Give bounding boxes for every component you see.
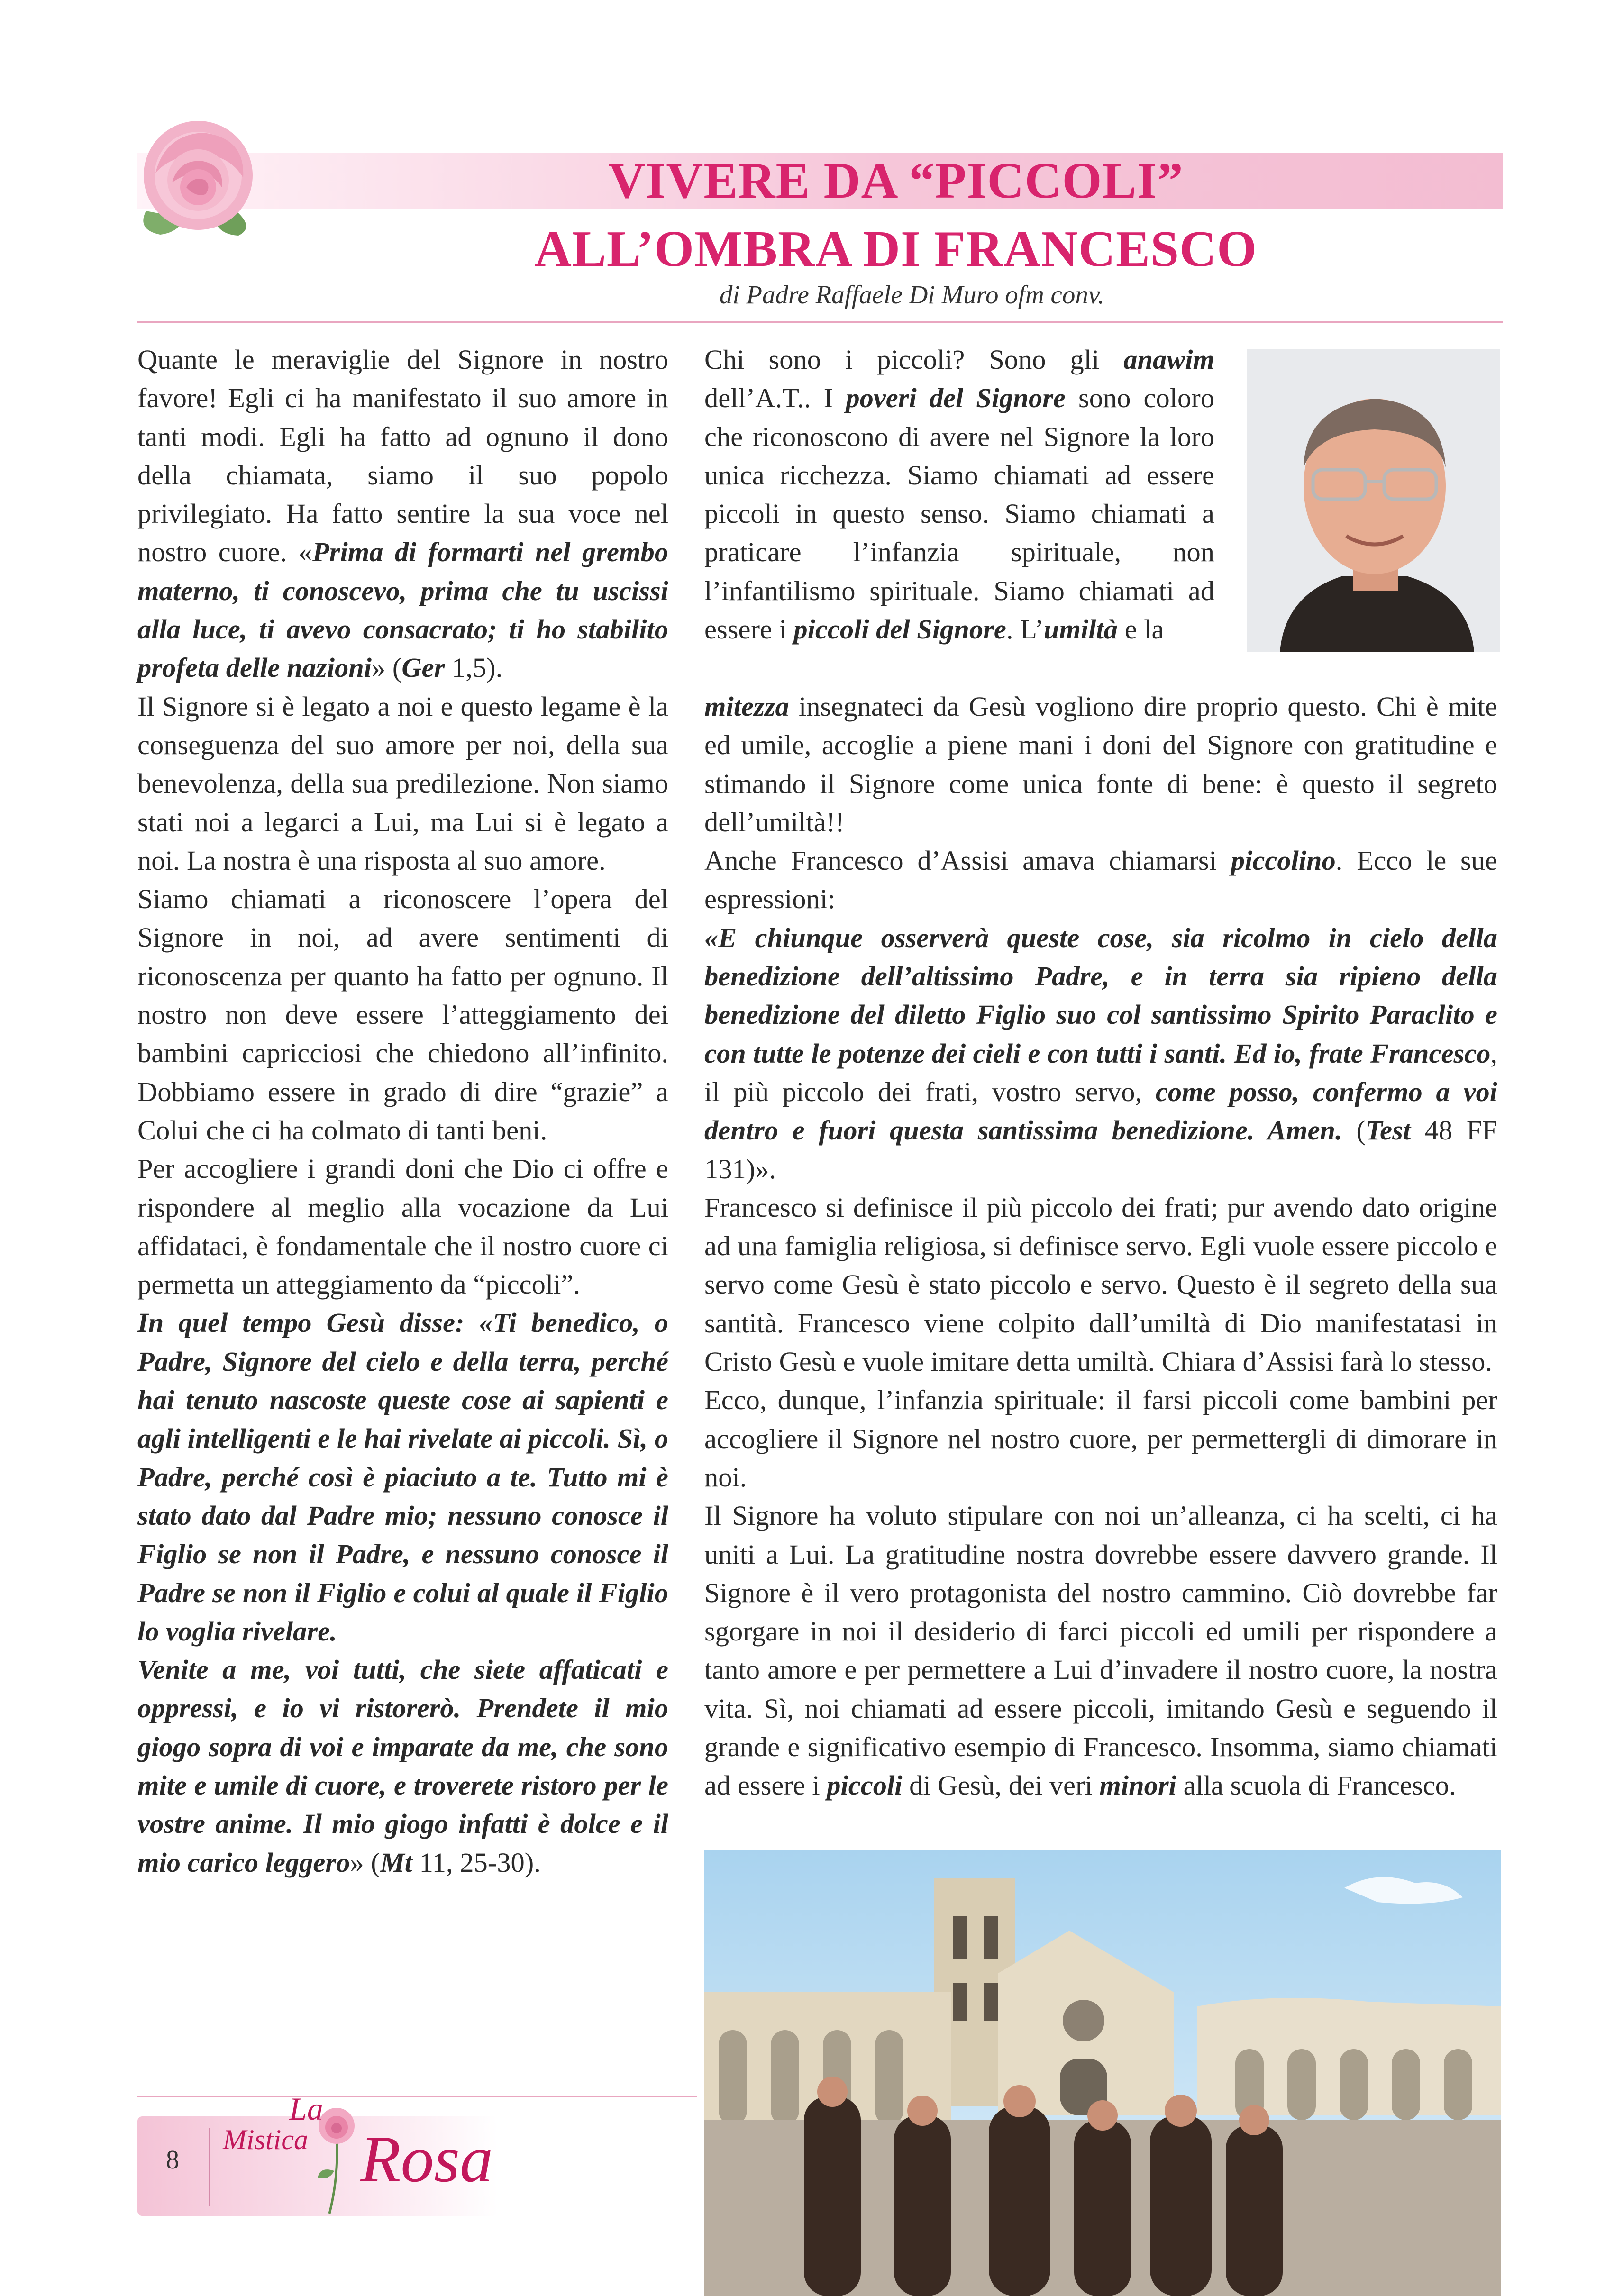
paragraph: Il Signore si è legato a noi e questo legame è la conseguenza del suo amore per noi, della sua benevolenza, della sua predilezione. Non siamo stati noi a legarci a Lui, ma Lui si è legato a noi. La nostra è una risposta al suo amore. bbox=[137, 691, 668, 876]
quote-text: E chiunque osserverà queste cose, sia ricolmo in cielo della benedizione dell’altissimo Padre, e in terra sia ripieno della benedizione del diletto Figlio suo col santissimo Spirito Paraclito e con tutte le potenze dei cieli e con tutti i santi. Ed io, frate Francesco bbox=[704, 922, 1497, 1069]
paragraph bbox=[704, 841, 1497, 919]
rose-icon bbox=[127, 116, 269, 239]
text-run: , il più piccolo dei frati, vostro servo, bbox=[704, 1038, 1497, 1107]
text-run: . Ecco le sue espressioni: bbox=[704, 845, 1497, 915]
text-run: Chi sono i piccoli? Sono gli bbox=[704, 344, 1124, 375]
text-run: 1,5). bbox=[445, 652, 503, 683]
article-title bbox=[303, 147, 1488, 283]
emphasis: umiltà bbox=[1044, 614, 1118, 645]
text-run: « bbox=[704, 922, 719, 953]
magazine-name-la: La bbox=[289, 2091, 323, 2127]
text-run: di Gesù, dei veri bbox=[902, 1770, 1100, 1801]
paragraph bbox=[704, 687, 1497, 841]
text-run: sono coloro che riconoscono di avere nel Signore la loro unica ricchezza. Siamo chiamati ad essere piccoli in questo senso. Siamo chiamati a praticare l’infanzia spirituale, non l’infantilismo spirituale. Siamo chiamati ad essere i bbox=[704, 383, 1214, 645]
paragraph bbox=[704, 1496, 1497, 1804]
paragraph bbox=[704, 919, 1497, 1188]
footer-divider bbox=[209, 2128, 210, 2206]
footer-rule bbox=[137, 2096, 697, 2097]
quote-text: come posso, confermo a voi dentro e fuori questa santissima benedizione. Amen. bbox=[704, 1076, 1498, 1146]
text-run: 11, 25-30). bbox=[412, 1847, 541, 1878]
header-rule bbox=[137, 321, 1503, 323]
text-run: dell’A.T.. I bbox=[704, 383, 846, 414]
text-run: ( bbox=[1342, 1115, 1366, 1146]
magazine-name-rosa: Rosa bbox=[360, 2123, 493, 2196]
citation-book: Test bbox=[1365, 1115, 1411, 1146]
text-run: Il Signore ha voluto stipulare con noi un’alleanza, ci ha scelti, ci ha uniti a Lui. La gratitudine nostra dovrebbe essere davvero grande. Il Signore è il vero protagonista del nostro cammino. Ciò dovrebbe far sgorgare in noi il desiderio di farci piccoli ed umili per rispondere a tanto amore e per permettere a Lui d’invadere il nostro cuore, la nostra vita. Sì, noi chiamati ad essere piccoli, imitando Gesù e seguendo il grande e significativo esempio di Francesco. Insomma, siamo chiamati ad essere i bbox=[704, 1500, 1497, 1801]
emphasis: piccoli bbox=[827, 1770, 903, 1801]
text-run: 48 FF 131)». bbox=[704, 1115, 1497, 1184]
paragraph bbox=[137, 1303, 668, 1650]
emphasis: minori bbox=[1099, 1770, 1176, 1801]
emphasis: piccolino bbox=[1231, 845, 1336, 876]
text-run: insegnateci da Gesù vogliono dire proprio questo. Chi è mite ed umile, accoglie a piene mani i doni del Signore con gratitudine e stimando il Signore come unica fonte di bene: è questo il segreto dell’umiltà!! bbox=[704, 691, 1497, 838]
left-column bbox=[137, 340, 668, 1882]
page-number: 8 bbox=[166, 2145, 179, 2175]
paragraph: Siamo chiamati a riconoscere l’opera del Signore in noi, ad avere sentimenti di riconoscenza per quanto ha fatto per ognuno. Il nostro non deve essere l’atteggiamento dei bambini capricciosi che chiedono all’infinito. Dobbiamo essere in grado di dire “grazie” a Colui che ci ha colmato di tanti beni. bbox=[137, 884, 668, 1146]
quote-text: Ti benedico, o Padre, Signore del cielo e della terra, perché hai tenuto nascoste queste cose ai sapienti e agli intelligenti e le hai rivelate ai piccoli. Sì, o Padre, perché così è piaciuto a te. Tutto mi è stato dato dal Padre mio; nessuno conosce il Figlio se non il Padre, e nessuno conosce il Padre se non il Figlio e colui al quale il Figlio lo voglia rivelare. bbox=[137, 1307, 668, 1647]
text-run: Quante le meraviglie del Signore in nostro favore! Egli ci ha manifestato il suo amore in tanti modi. Egli ha fatto ad ognuno il dono della chiamata, siamo il suo popolo privilegiato. Ha fatto sentire la sua voce nel nostro cuore. « bbox=[137, 344, 668, 568]
right-column-main bbox=[704, 687, 1497, 1805]
title-line-1: VIVERE DA “PICCOLI” bbox=[608, 153, 1184, 209]
quote-text: Prima di formarti nel grembo materno, ti conoscevo, prima che tu uscissi alla luce, ti avevo consacrato; ti ho stabilito profeta delle nazioni bbox=[137, 537, 668, 683]
quote-text: Venite a me, voi tutti, che siete affaticati e oppressi, e io vi ristorerò. Prendete il mio giogo sopra di voi e imparate da me, che sono mite e umile di cuore, e troverete ristoro per le vostre anime. Il mio giogo infatti è dolce e il mio carico leggero bbox=[137, 1654, 668, 1878]
text-run: In quel tempo Gesù disse: « bbox=[137, 1307, 493, 1339]
citation-book: Mt bbox=[380, 1847, 413, 1878]
paragraph bbox=[137, 1650, 668, 1882]
author-portrait-photo bbox=[1247, 349, 1500, 652]
basilica-friars-photo bbox=[704, 1850, 1501, 2296]
emphasis: anawim bbox=[1123, 344, 1214, 375]
text-run: » ( bbox=[350, 1847, 380, 1878]
byline: di Padre Raffaele Di Muro ofm conv. bbox=[719, 280, 1104, 309]
citation-book: Ger bbox=[401, 652, 445, 683]
emphasis: piccoli del Signore bbox=[793, 614, 1006, 645]
text-run: e la bbox=[1118, 614, 1164, 645]
text-run: . L’ bbox=[1006, 614, 1044, 645]
emphasis: mitezza bbox=[704, 691, 789, 722]
text-run: alla scuola di Francesco. bbox=[1176, 1770, 1456, 1801]
text-run: » ( bbox=[372, 652, 402, 683]
paragraph bbox=[704, 340, 1214, 687]
title-line-2: ALL’OMBRA DI FRANCESCO bbox=[534, 221, 1258, 277]
right-column-top bbox=[704, 340, 1214, 687]
magazine-name-mistica: Mistica bbox=[223, 2124, 308, 2155]
paragraph: Per accogliere i grandi doni che Dio ci offre e rispondere al meglio alla vocazione da Lui affidataci, è fondamentale che il nostro cuore ci permetta un atteggiamento da “piccoli”. bbox=[137, 1153, 668, 1300]
paragraph bbox=[137, 340, 668, 687]
emphasis: poveri del Signore bbox=[846, 383, 1066, 414]
paragraph: Francesco si definisce il più piccolo dei frati; pur avendo dato origine ad una famiglia religiosa, si definisce servo. Egli vuole essere piccolo e servo come Gesù è stato piccolo e servo. Questo è il segreto della sua santità. Francesco viene colpito dall’umiltà di Dio manifestatasi in Cristo Gesù e vuole imitare detta umiltà. Chiara d’Assisi farà lo stesso. bbox=[704, 1192, 1497, 1377]
text-run: Anche Francesco d’Assisi amava chiamarsi bbox=[704, 845, 1231, 876]
paragraph: Ecco, dunque, l’infanzia spirituale: il farsi piccoli come bambini per accogliere il Signore nel nostro cuore, per permettergli di dimorare in noi. bbox=[704, 1385, 1497, 1493]
